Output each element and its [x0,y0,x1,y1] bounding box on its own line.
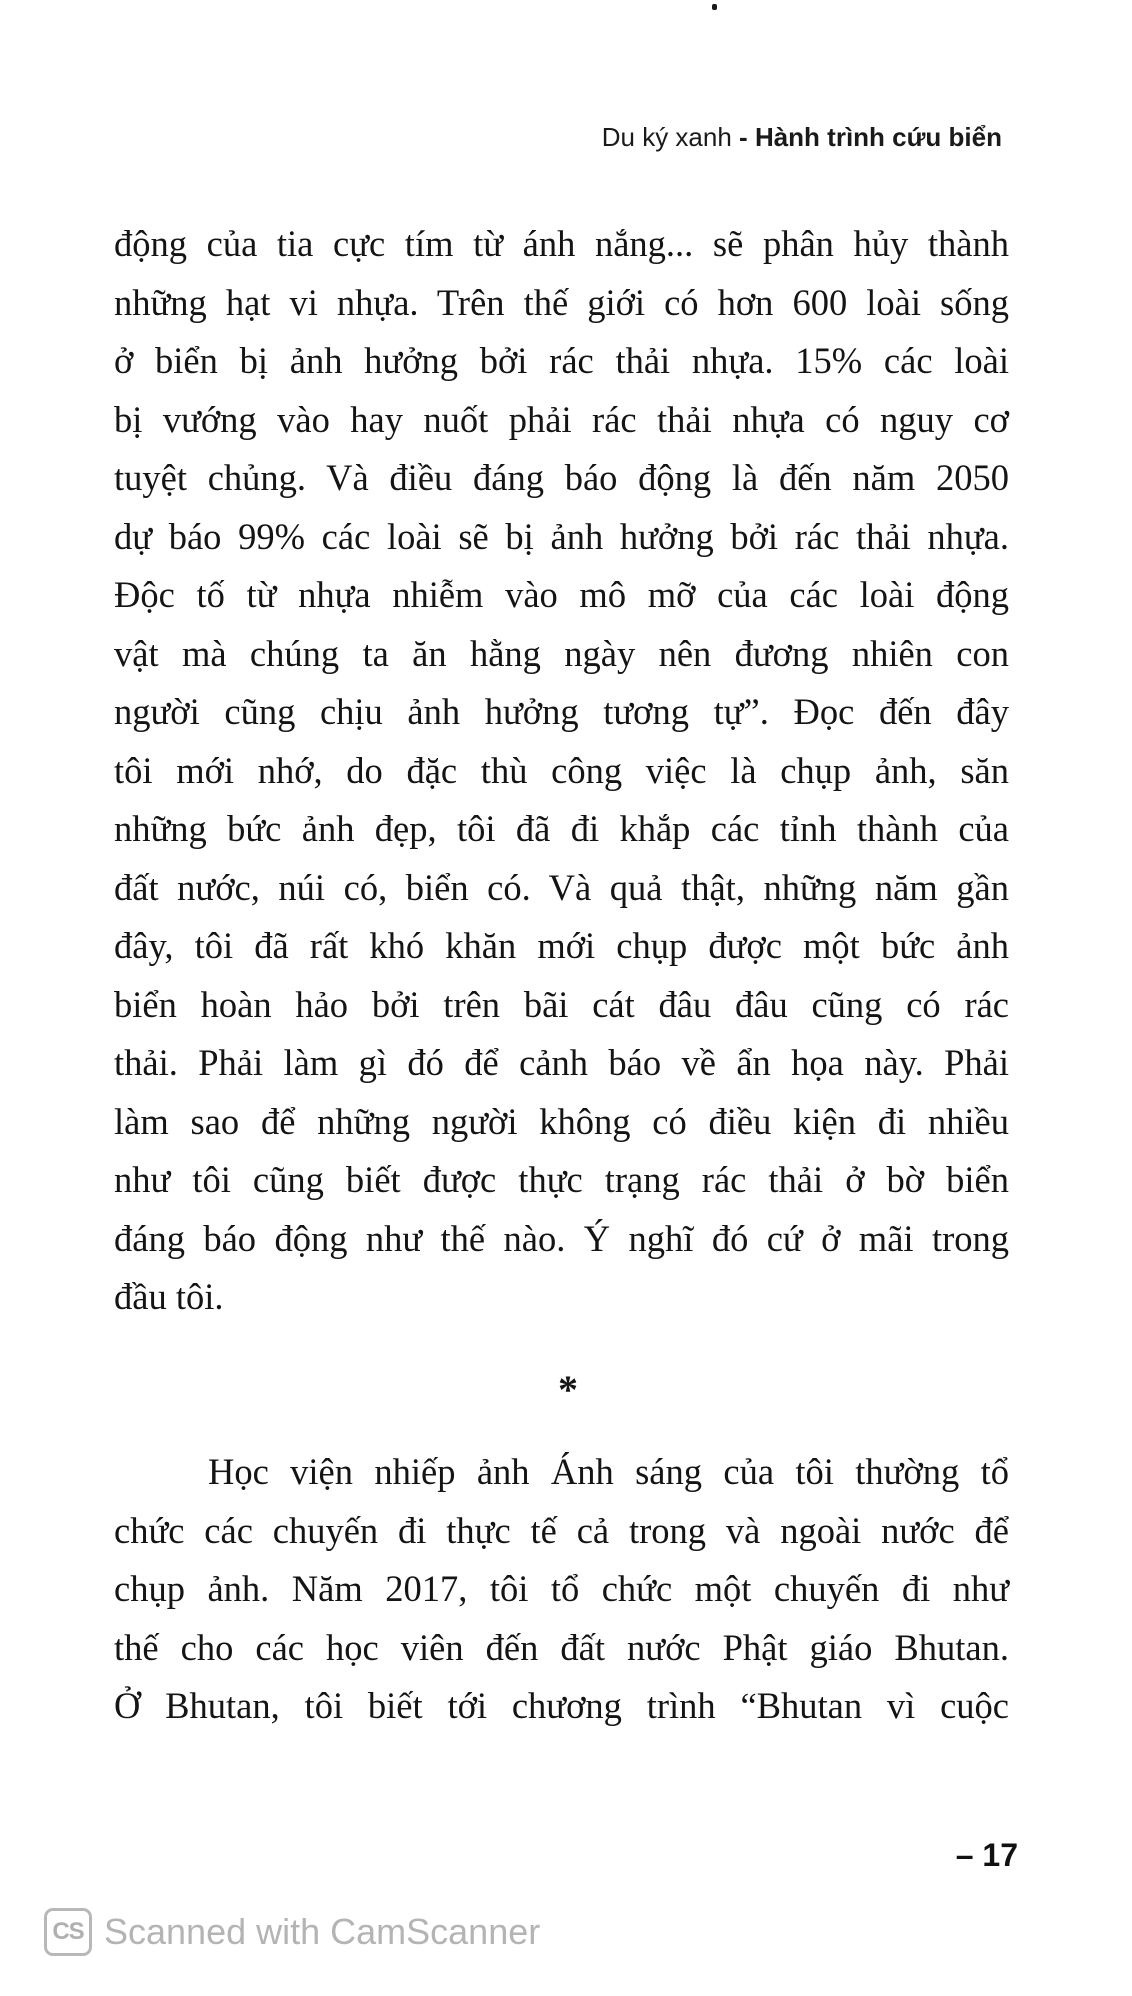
text-line: chụp ảnh. Năm 2017, tôi tổ chức một chuyến đi như [114,1568,1009,1609]
page-number: – 17 [955,1837,1018,1873]
text-line: đất nước, núi có, biển có. Và quả thật, những năm gần [114,866,1009,908]
text-line: động của tia cực tím từ ánh nắng... sẽ phân hủy thành [114,223,1009,264]
paragraph-2 [114,1443,1009,1736]
text-line: tuyệt chủng. Và điều đáng báo động là đến năm 2050 [114,457,1009,498]
text-line: những hạt vi nhựa. Trên thế giới có hơn 600 loài sống [114,281,1009,323]
text-line: tôi mới nhớ, do đặc thù công việc là chụp ảnh, săn [114,749,1009,791]
text-line: làm sao để những người không có điều kiện đi nhiều [114,1100,1009,1142]
text-line: Ở Bhutan, tôi biết tới chương trình “Bhutan vì cuộc [114,1685,1009,1726]
camscanner-logo-icon: CS [44,1908,92,1956]
text-line: chức các chuyến đi thực tế cả trong và ngoài nước để [114,1509,1009,1551]
camscanner-watermark [44,1908,540,1956]
text-line: Học viện nhiếp ảnh Ánh sáng của tôi thường tổ [208,1451,1009,1492]
header-separator: - [731,122,755,152]
paragraph-1 [114,215,1009,1327]
scan-speck [712,4,717,10]
text-line: như tôi cũng biết được thực trạng rác thải ở bờ biển [114,1159,1009,1200]
running-header [602,122,1002,153]
watermark-text: Scanned with CamScanner [104,1911,541,1952]
text-line: đáng báo động như thế nào. Ý nghĩ đó cứ ở mãi trong [114,1217,1009,1259]
section-separator: * [558,1367,578,1412]
text-line: người cũng chịu ảnh hưởng tương tự”. Đọc đến đây [114,691,1009,732]
text-line: vật mà chúng ta ăn hằng ngày nên đương nhiên con [114,632,1009,674]
text-line: biển hoàn hảo bởi trên bãi cát đâu đâu cũng có rác [114,983,1009,1025]
text-line: dự báo 99% các loài sẽ bị ảnh hưởng bởi rác thải nhựa. [114,515,1009,557]
text-line: những bức ảnh đẹp, tôi đã đi khắp các tỉnh thành của [114,808,1009,849]
book-subtitle: Hành trình cứu biển [754,122,1002,152]
text-line: Độc tố từ nhựa nhiễm vào mô mỡ của các loài động [114,574,1009,615]
text-line: đầu tôi. [114,1276,224,1317]
book-series-title: Du ký xanh [601,122,732,152]
text-line: thế cho các học viên đến đất nước Phật giáo Bhutan. [114,1626,1009,1668]
text-line: bị vướng vào hay nuốt phải rác thải nhựa có nguy cơ [114,398,1009,440]
text-line: đây, tôi đã rất khó khăn mới chụp được một bức ảnh [114,925,1009,966]
text-line: thải. Phải làm gì đó để cảnh báo về ẩn họa này. Phải [114,1042,1009,1083]
text-line: ở biển bị ảnh hưởng bởi rác thải nhựa. 15% các loài [114,340,1009,381]
